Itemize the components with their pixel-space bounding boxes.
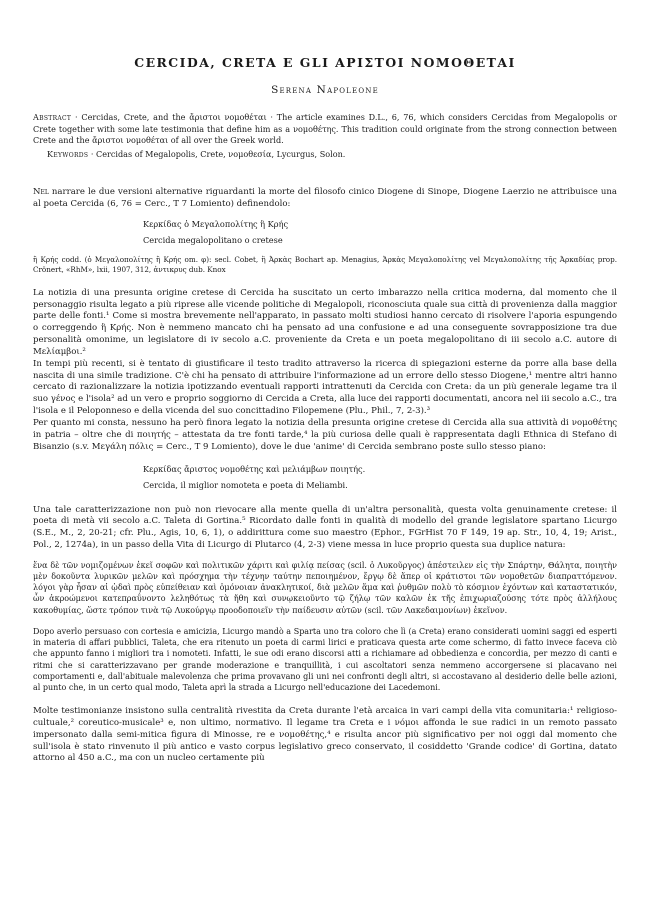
article-author: Serena Napoleone bbox=[271, 84, 379, 96]
quote-diogenes bbox=[143, 219, 617, 247]
keywords-text: · Cercidas of Megalopolis, Crete, νομοθεσία, Lycurgus, Solon. bbox=[88, 148, 346, 159]
greek-citation-plutarch: ἕνα δὲ τῶν νομιζομένων ἐκεῖ σοφῶν καὶ πολιτικῶν χάριτι καὶ φιλίᾳ πείσας (scil. ὁ Λυκοῦργος) ἀπέστειλεν εἰς τὴν Σπάρτην, Θάλητα, ποιητὴν μὲν δοκοῦντα λυρικῶν μελῶν καὶ πρόσχημα τὴν τέχνην ταύτην πεποιημένον, ἔργῳ δὲ ἅπερ οἱ κράτιστοι τῶν νομοθετῶν διαπραττόμενον. λόγοι γὰρ ἦσαν αἱ ᾠδαὶ πρὸς εὐπείθειαν καὶ ὁμόνοιαν ἀνακλητικοί, διὰ μελῶν ἅμα καὶ ῥυθμῶν πολὺ τὸ κόσμιον ἐχόντων καὶ καταστατικόν, ὧν ἀκροώμενοι κατεπραΰνοντο λεληθότως τὰ ἤθη καὶ συνῳκειοῦντο τῷ ζήλῳ τῶν καλῶν ἐκ τῆς ἐπιχωριαζούσης τότε πρὸς ἀλλήλους κακοθυμίας, ὥστε τρόπον τινὰ τῷ Λυκούργῳ προοδοποιεῖν τὴν παίδευσιν αὐτῶν (scil. τῶν Λακεδαιμονίων) ἐκεῖνον. bbox=[33, 560, 617, 615]
quote-italian: Cercida, il miglior nomoteta e poeta di Meliambi. bbox=[143, 480, 348, 490]
article-title: CERCIDA, CRETA E GLI ΑΡΙΣΤΟΙ ΝΟΜΟΘΕΤΑΙ bbox=[134, 55, 516, 70]
keywords bbox=[47, 149, 617, 161]
critical-apparatus: ἢ Κρής codd. (ὁ Μεγαλοπολίτης ἢ Κρής om. φ): secl. Cobet, ἢ Ἀρκὰς Bochart ap. Menagius, Ἀρκὰς Μεγαλοπολίτης vel Μεγαλοπολίτης τῆς Ἀρκαδίας prop. Crönert, «RhM», lxii, 1907, 312, ἀντικρυς dub. Knox bbox=[33, 254, 617, 274]
paragraph: Per quanto mi consta, nessuno ha però finora legato la notizia della presunta origine cretese di Cercida alla sua attività di νομοθέτης in patria – oltre che di ποιητής – attestata da tre fonti tarde,⁴ la più curiosa delle quali è rappresentata dagli Ethnica di Stefano di Bisanzio (s.v. Μεγάλη πόλις = Cerc., T 9 Lomiento), dove le due 'anime' di Cercida sembrano poste sullo stesso piano: bbox=[33, 417, 617, 452]
abstract-label: Abstract bbox=[33, 112, 72, 122]
quote-greek: Κερκίδας ὁ Μεγαλοπολίτης ἢ Κρής bbox=[143, 218, 289, 229]
abstract-text: · Cercidas, Crete, and the ἄριστοι νομοθέται · The article examines D.L., 6, 76, which considers Cercidas from Megalopolis or Crete together with some late testimonia that define him as a νομοθέτης. This tradition could originate from the strong connection between Crete and the ἄριστοι νομοθέται of all over the Greek world. bbox=[33, 112, 617, 145]
citation-translation: Dopo averlo persuaso con cortesia e amicizia, Licurgo mandò a Sparta uno tra coloro che lì (a Creta) erano considerati uomini saggi ed esperti in materia di affari pubblici, Taleta, che era ritenuto un poeta di carmi lirici e praticava questa arte come schermo, di fatto invece faceva ciò che appunto fanno i migliori tra i nomoteti. Infatti, le sue odi erano discorsi atti a richiamare ad obbedienza e concordia, per mezzo di canti e ritmi che si caratterizzavano per grande moderazione e tranquillità, i cui ascoltatori senza nemmeno accorgersene si placavano nei comportamenti e, dall'abituale malevolenza che prima provavano gli uni nei confronti degli altri, si accostavano al desiderio delle belle azioni, al punto che, in un certo qual modo, Taleta aprì la strada a Licurgo nell'educazione dei Lacedemoni. bbox=[33, 626, 617, 692]
quote-greek: Κερκίδας ἄριστος νομοθέτης καὶ μελιάμβων ποιητής. bbox=[143, 463, 366, 474]
paragraph: Molte testimonianze insistono sulla centralità rivestita da Creta durante l'età arcaica in vari campi della vita comunitaria:¹ religioso-cultuale,² coreutico-musicale³ e, non ultimo, normativo. Il legame tra Creta e i νόμοι affonda le sue radici in un remoto passato impersonato dalla semi-mitica figura di Minosse, re e νομοθέτης,⁴ e risulta ancor più significativo per noi oggi dal momento che sull'isola è stato rinvenuto il più antico e vasto corpus legislativo greco conservato, il cosiddetto 'Grande codice' di Gortina, datato attorno al 450 a.C., ma con un nucleo certamente più bbox=[33, 706, 617, 764]
quote-stephanus bbox=[143, 464, 617, 492]
keywords-label: Keywords bbox=[47, 148, 89, 159]
intro-dropcap: Nel bbox=[33, 187, 49, 197]
paragraph: La notizia di una presunta origine cretese di Cercida ha suscitato un certo imbarazzo nella critica moderna, dal momento che il personaggio risulta legato a più riprese alle vicende politiche di Megalopoli, riconosciuta quale sua città di provenienza dalla maggior parte delle fonti.¹ Come si mostra brevemente nell'apparato, in passato molti studiosi hanno cercato di risolvere l'aporia espungendo o correggendo ἢ Κρής. Non è nemmeno mancato chi ha pensato ad una confusione e ad una conseguente sovrapposizione tra due personalità omonime, un legislatore di iv secolo a.C. proveniente da Creta e un poeta megalopolitano di iii secolo a.C. autore di Μελίαμβοι.² bbox=[33, 287, 617, 357]
paragraph: In tempi più recenti, si è tentato di giustificare il testo tradito attraverso la ricerca di spiegazioni esterne da porre alla base della nascita di una simile tradizione. C'è chi ha pensato di attribuire l'informazione ad un errore dello stesso Diogene,¹ mentre altri hanno cercato di razionalizzare la notizia ipotizzando eventuali rapporti intrattenuti da Cercida con Creta: da un più generale legame tra il suo γένος e l'isola² ad un vero e proprio soggiorno di Cercida a Creta, alla luce dei rapporti documentati, ancora nel iii secolo a.C., tra l'isola e il Peloponneso e della vicenda del suo concittadino Filopemene (Plu., Phil., 7, 2-3).³ bbox=[33, 358, 617, 417]
quote-italian: Cercida megalopolitano o cretese bbox=[143, 235, 283, 246]
abstract bbox=[33, 112, 617, 147]
intro-text: narrare le due versioni alternative riguardanti la morte del filosofo cinico Diogene di Sinope, Diogene Laerzio ne attribuisce una al poeta Cercida (6, 76 = Cerc., T 7 Lomiento) definendolo: bbox=[33, 187, 617, 209]
intro-paragraph bbox=[33, 187, 617, 211]
paragraph: Una tale caratterizzazione non può non rievocare alla mente quella di un'altra personalità, questa volta genuinamente cretese: il poeta di metà vii secolo a.C. Taleta di Gortina.⁵ Ricordato dalle fonti in qualità di modello del grande legislatore spartano Licurgo (S.E., M., 2, 20-21; cfr. Plu., Agis, 10, 6, 1), o addirittura come suo maestro (Ephor., FGrHist 70 F 149, 19 ap. Str., 10, 4, 19; Arist., Pol., 2, 1274a), in un passo della Vita di Licurgo di Plutarco (4, 2-3) viene messa in luce proprio questa sua duplice natura: bbox=[33, 504, 617, 551]
